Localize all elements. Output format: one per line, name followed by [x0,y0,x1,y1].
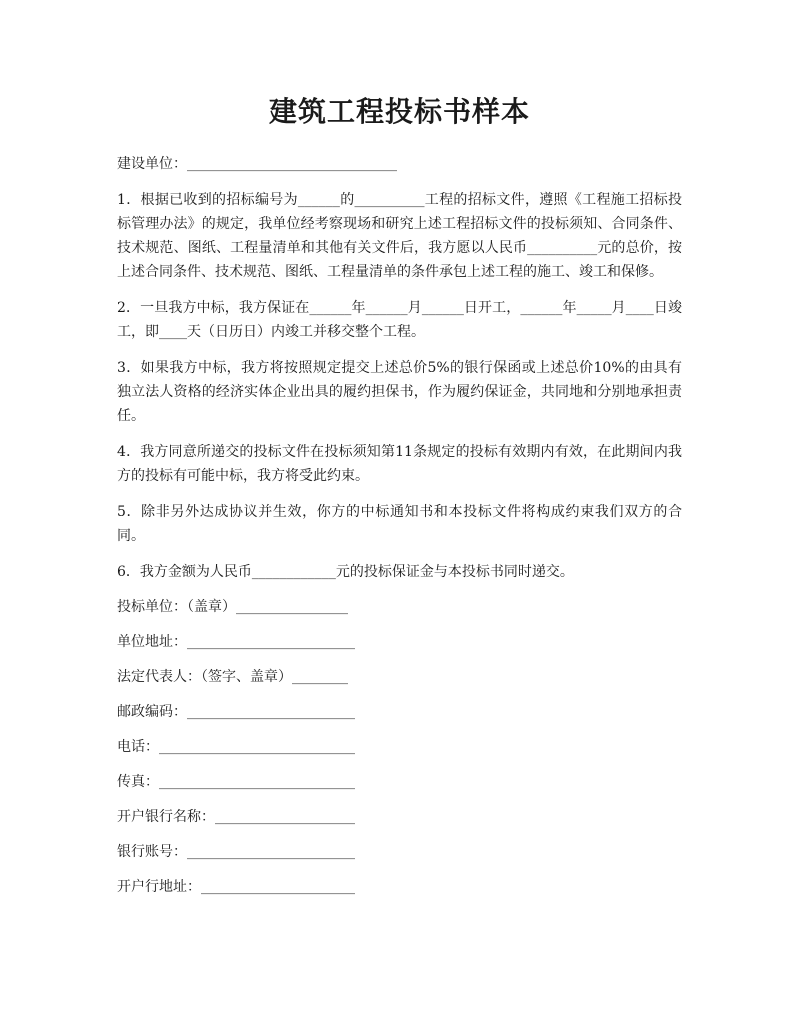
bank-name-field: 开户银行名称：____________________ [117,809,355,825]
document-page [117,92,682,899]
bidder-unit-field: 投标单位：（盖章）________________ [117,599,348,615]
clause-3: 3．如果我方中标，我方将按照规定提交上述总价5%的银行保函或上述总价10%的由具有独立法人资格的经济实体企业出具的履约担保书，作为履约保证金，共同地和分别地承担责任。 [117,360,682,424]
client-unit-line: 建设单位：______________________________ [117,156,397,172]
clause-6: 6．我方金额为人民币____________元的投标保证金与本投标书同时递交。 [117,564,574,580]
clause-1: 1．根据已收到的招标编号为______的__________工程的招标文件，遵照《工程施工招标投标管理办法》的规定，我单位经考察现场和研究上述工程招标文件的投标须知、合同条件、技术规范、图纸、工程量清单和其他有关文件后，我方愿以人民币__________元的总价，按上述合同条件、技术规范、图纸、工程量清单的条件承包上述工程的施工、竣工和保修。 [117,192,682,280]
bank-address-field: 开户行地址：______________________ [117,879,355,895]
postal-code-field: 邮政编码：________________________ [117,704,355,720]
document-title: 建筑工程投标书样本 [268,95,530,128]
fax-field: 传真：____________________________ [117,774,355,790]
unit-address-field: 单位地址：________________________ [117,634,355,650]
clause-2: 2．一旦我方中标，我方保证在______年______月______日开工，______年_____月____日竣工，即____天（日历日）内竣工并移交整个工程。 [117,300,682,340]
legal-representative-field: 法定代表人：（签字、盖章）________ [117,669,348,685]
phone-field: 电话：____________________________ [117,739,355,755]
clause-5: 5．除非另外达成协议并生效，你方的中标通知书和本投标文件将构成约束我们双方的合同。 [117,504,682,544]
clause-4: 4．我方同意所递交的投标文件在投标须知第11条规定的投标有效期内有效，在此期间内我方的投标有可能中标，我方将受此约束。 [117,444,682,484]
bank-account-field: 银行账号：________________________ [117,844,355,860]
